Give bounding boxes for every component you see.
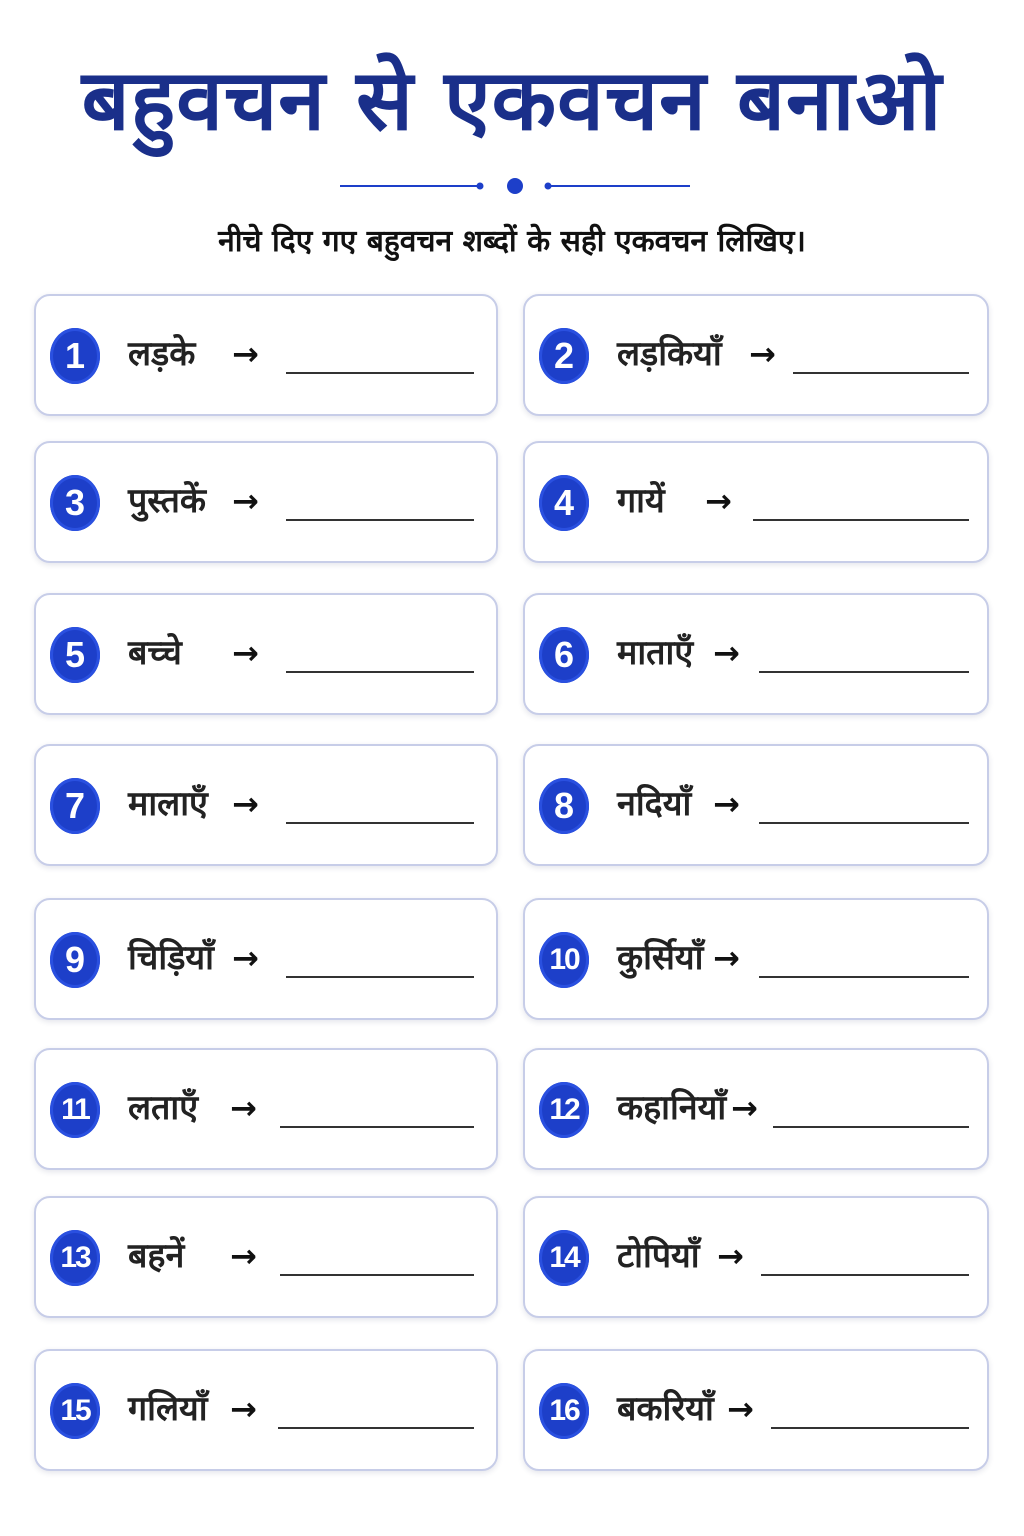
answer-blank[interactable] [793,372,969,374]
plural-word: बहनें [128,1236,185,1276]
arrow-icon: → [727,1390,754,1428]
exercise-card-5 [34,593,498,715]
question-number-badge: 9 [50,932,100,988]
exercise-card-9 [34,898,498,1020]
arrow-icon: → [230,1089,257,1127]
arrow-icon: → [232,634,259,672]
plural-word: बच्चे [128,633,182,673]
question-number-badge: 5 [50,627,100,683]
plural-word: लड़कियाँ [617,334,722,374]
exercise-card-14 [523,1196,989,1318]
answer-blank[interactable] [280,1126,474,1128]
answer-blank[interactable] [278,1427,474,1429]
plural-word: बकरियाँ [617,1389,714,1429]
exercise-card-4 [523,441,989,563]
arrow-icon: → [232,335,259,373]
answer-blank[interactable] [280,1274,474,1276]
exercise-card-10 [523,898,989,1020]
answer-blank[interactable] [286,671,474,673]
plural-word: लताएँ [128,1088,199,1128]
question-number-badge: 13 [50,1230,100,1286]
exercise-card-16 [523,1349,989,1471]
arrow-icon: → [749,335,776,373]
question-number-badge: 6 [539,627,589,683]
answer-blank[interactable] [771,1427,969,1429]
plural-word: माताएँ [617,633,694,673]
question-number-badge: 10 [539,932,589,988]
answer-blank[interactable] [759,822,969,824]
page-title: बहुवचन से एकवचन बनाओ [81,51,943,149]
arrow-icon: → [230,1237,257,1275]
plural-word: टोपियाँ [617,1236,700,1276]
question-number-badge: 16 [539,1383,589,1439]
plural-word: कुर्सियाँ [617,938,704,978]
question-number-badge: 11 [50,1082,100,1138]
exercise-card-8 [523,744,989,866]
arrow-icon: → [230,1390,257,1428]
question-number-badge: 3 [50,475,100,531]
answer-blank[interactable] [286,822,474,824]
question-number-badge: 2 [539,328,589,384]
arrow-icon: → [717,1237,744,1275]
answer-blank[interactable] [759,671,969,673]
answer-blank[interactable] [761,1274,969,1276]
question-number-badge: 7 [50,778,100,834]
question-number-badge: 14 [539,1230,589,1286]
plural-word: गलियाँ [128,1389,208,1429]
exercise-card-3 [34,441,498,563]
exercise-card-7 [34,744,498,866]
plural-word: मालाएँ [128,784,208,824]
arrow-icon: → [713,785,740,823]
arrow-icon: → [731,1089,758,1127]
answer-blank[interactable] [759,976,969,978]
plural-word: चिड़ियाँ [128,938,214,978]
question-number-badge: 8 [539,778,589,834]
plural-word: नदियाँ [617,784,692,824]
exercise-card-2 [523,294,989,416]
arrow-icon: → [713,939,740,977]
plural-word: पुस्तकें [128,481,207,521]
answer-blank[interactable] [286,519,474,521]
exercise-card-6 [523,593,989,715]
plural-word: कहानियाँ [617,1088,727,1128]
instruction-text: नीचे दिए गए बहुवचन शब्दों के सही एकवचन लिखिए। [218,224,806,259]
exercise-card-1 [34,294,498,416]
arrow-icon: → [232,482,259,520]
arrow-icon: → [232,785,259,823]
exercise-card-13 [34,1196,498,1318]
question-number-badge: 4 [539,475,589,531]
exercise-card-12 [523,1048,989,1170]
exercise-card-15 [34,1349,498,1471]
exercise-card-11 [34,1048,498,1170]
question-number-badge: 1 [50,328,100,384]
question-number-badge: 15 [50,1383,100,1439]
plural-word: लड़के [128,334,196,374]
answer-blank[interactable] [286,372,474,374]
plural-word: गायें [617,481,665,521]
title-divider [340,174,690,198]
answer-blank[interactable] [773,1126,969,1128]
answer-blank[interactable] [286,976,474,978]
arrow-icon: → [705,482,732,520]
answer-blank[interactable] [753,519,969,521]
arrow-icon: → [232,939,259,977]
arrow-icon: → [713,634,740,672]
question-number-badge: 12 [539,1082,589,1138]
